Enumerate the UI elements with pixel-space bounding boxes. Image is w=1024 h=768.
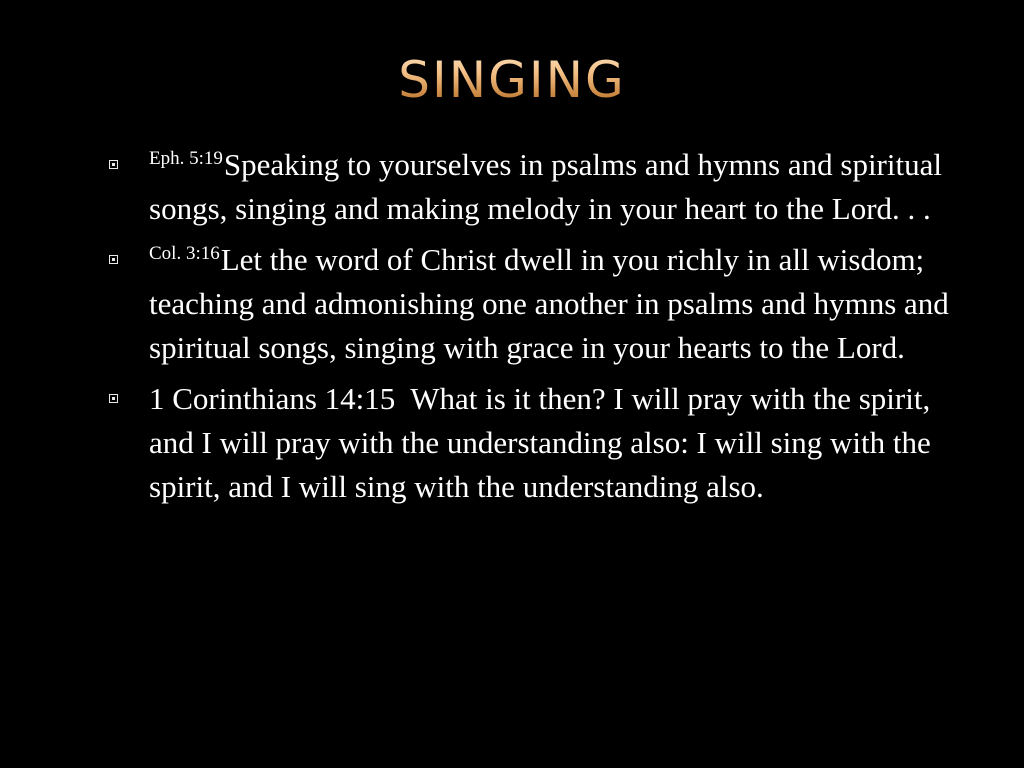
bullet-item-ephesians	[100, 143, 950, 231]
square-bullet-icon	[109, 160, 118, 169]
slide-title: SINGING	[0, 50, 1024, 110]
verse-reference: Col. 3:16	[149, 243, 220, 264]
verse-text: Speaking to yourselves in psalms and hymns and spiritual songs, singing and making melody in your heart to the Lord. . .	[149, 147, 942, 226]
square-bullet-icon	[109, 394, 118, 403]
verse-reference: Eph. 5:19	[149, 148, 223, 169]
bullet-item-corinthians	[100, 377, 950, 509]
square-bullet-icon	[109, 255, 118, 264]
verse-text: Let the word of Christ dwell in you richly in all wisdom; teaching and admonishing one another in psalms and hymns and spiritual songs, singing with grace in your hearts to the Lord.	[149, 242, 949, 365]
bullet-item-colossians	[100, 238, 950, 370]
bullet-list	[100, 143, 950, 516]
verse-text: 1 Corinthians 14:15 What is it then? I will pray with the spirit, and I will pray with the understanding also: I will sing with the spirit, and I will sing with the understanding also.	[149, 381, 939, 504]
